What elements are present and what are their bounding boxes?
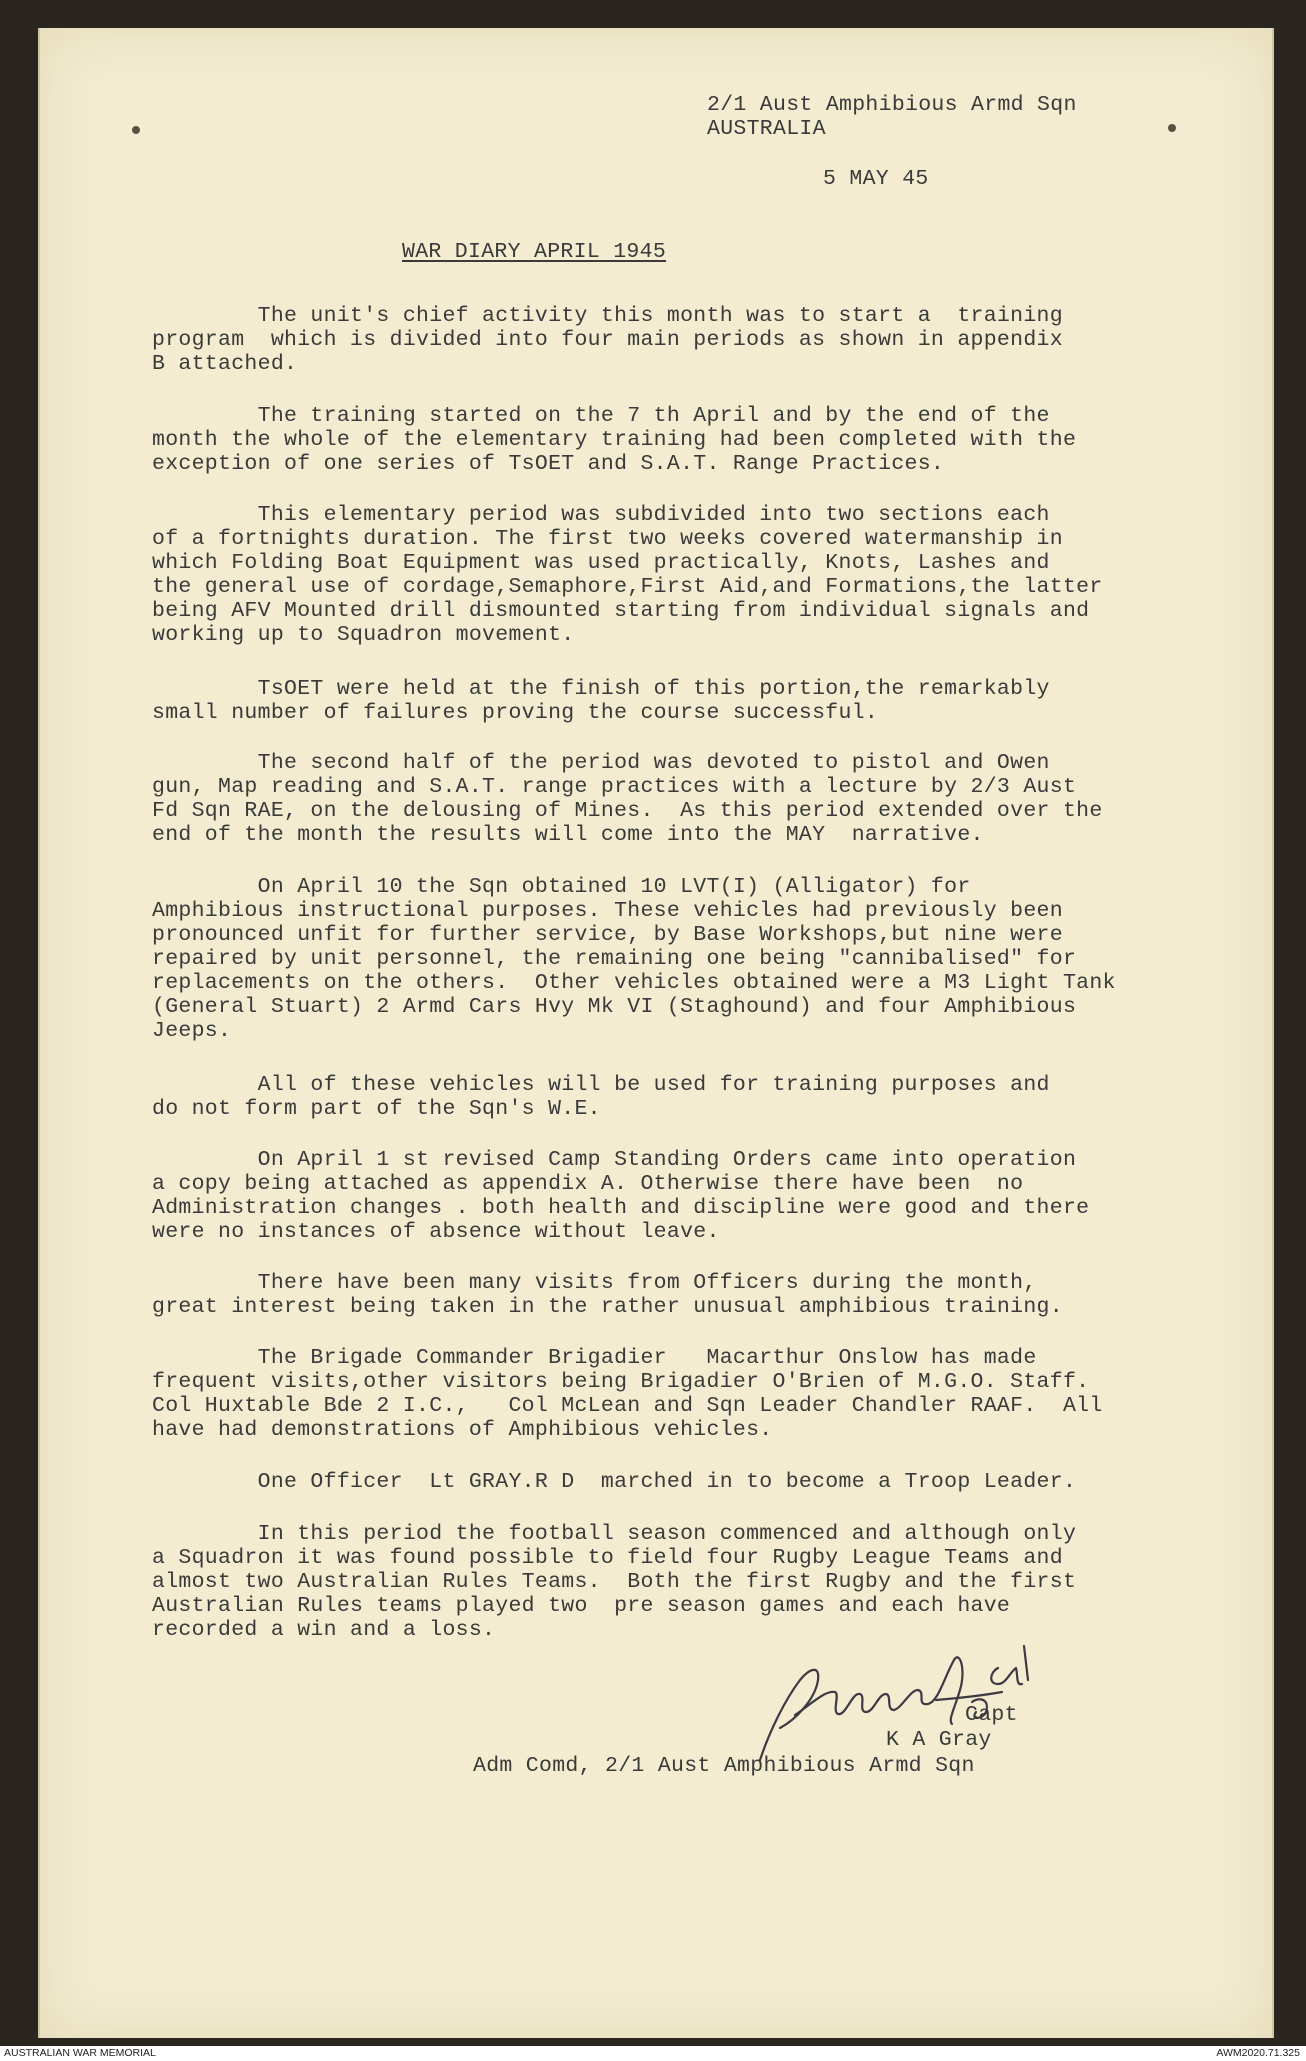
paragraph-line: On April 1 st revised Camp Standing Orders came into operation: [152, 1148, 1077, 1172]
paragraph-line: of a fortnights duration. The first two weeks covered watermanship in: [152, 527, 1063, 551]
paragraph-line: small number of failures proving the course successful.: [152, 701, 879, 725]
paragraph-line: the general use of cordage,Semaphore,First Aid,and Formations,the latter: [152, 575, 1103, 599]
header-date: 5 MAY 45: [823, 167, 929, 191]
paragraph-line: pronounced unfit for further service, by Base Workshops,but nine were: [152, 923, 1063, 947]
paragraph-line: Administration changes . both health and discipline were good and there: [152, 1196, 1090, 1220]
paragraph-line: were no instances of absence without leave.: [152, 1220, 720, 1244]
paragraph-line: month the whole of the elementary training had been completed with the: [152, 428, 1077, 452]
paragraph-line: The training started on the 7 th April and by the end of the: [152, 404, 1050, 428]
footer-institution: AUSTRALIAN WAR MEMORIAL: [4, 2047, 156, 2059]
paragraph-line: a Squadron it was found possible to field four Rugby League Teams and: [152, 1546, 1063, 1570]
paragraph-line: (General Stuart) 2 Armd Cars Hvy Mk VI (Staghound) and four Amphibious: [152, 995, 1077, 1019]
paragraph-line: Fd Sqn RAE, on the delousing of Mines. As this period extended over the: [152, 799, 1103, 823]
paragraph-line: The unit's chief activity this month was to start a training: [152, 304, 1063, 328]
paragraph-line: exception of one series of TsOET and S.A.T. Range Practices.: [152, 452, 945, 476]
paragraph-line: being AFV Mounted drill dismounted starting from individual signals and: [152, 599, 1090, 623]
paragraph-line: gun, Map reading and S.A.T. range practices with a lecture by 2/3 Aust: [152, 775, 1077, 799]
paragraph-line: Australian Rules teams played two pre season games and each have: [152, 1594, 1011, 1618]
paragraph-line: B attached.: [152, 352, 298, 376]
paragraph-line: frequent visits,other visitors being Brigadier O'Brien of M.G.O. Staff.: [152, 1370, 1090, 1394]
paragraph-line: great interest being taken in the rather unusual amphibious training.: [152, 1295, 1063, 1319]
paragraph-line: TsOET were held at the finish of this portion,the remarkably: [152, 677, 1050, 701]
paragraph-line: In this period the football season commenced and although only: [152, 1522, 1077, 1546]
paragraph-line: The second half of the period was devoted to pistol and Owen: [152, 751, 1050, 775]
paragraph-line: have had demonstrations of Amphibious vehicles.: [152, 1418, 773, 1442]
header-country: AUSTRALIA: [707, 117, 826, 141]
paragraph-line: almost two Australian Rules Teams. Both the first Rugby and the first: [152, 1570, 1077, 1594]
paragraph-line: The Brigade Commander Brigadier Macarthur Onslow has made: [152, 1346, 1037, 1370]
paragraph-line: replacements on the others. Other vehicles obtained were a M3 Light Tank: [152, 971, 1116, 995]
paragraph-line: a copy being attached as appendix A. Otherwise there have been no: [152, 1172, 1024, 1196]
paragraph-line: One Officer Lt GRAY.R D marched in to become a Troop Leader.: [152, 1470, 1077, 1494]
signature-appointment: Adm Comd, 2/1 Aust Amphibious Armd Sqn: [473, 1754, 975, 1778]
paragraph-line: All of these vehicles will be used for training purposes and: [152, 1073, 1050, 1097]
signature-rank: Capt: [965, 1703, 1018, 1727]
document-title: WAR DIARY APRIL 1945: [402, 240, 667, 264]
paragraph-line: Amphibious instructional purposes. These vehicles had previously been: [152, 899, 1063, 923]
paragraph-line: end of the month the results will come into the MAY narrative.: [152, 823, 984, 847]
paragraph-line: This elementary period was subdivided into two sections each: [152, 503, 1050, 527]
paragraph-line: which Folding Boat Equipment was used practically, Knots, Lashes and: [152, 551, 1050, 575]
paragraph-line: working up to Squadron movement.: [152, 623, 575, 647]
paragraph-line: On April 10 the Sqn obtained 10 LVT(I) (Alligator) for: [152, 875, 971, 899]
footer-catalogue-number: AWM2020.71.325: [1216, 2047, 1300, 2059]
archive-footer: [0, 2046, 1306, 2061]
paragraph-line: do not form part of the Sqn's W.E.: [152, 1097, 601, 1121]
paragraph-line: program which is divided into four main periods as shown in appendix: [152, 328, 1063, 352]
punch-hole-mark: [1168, 124, 1176, 132]
header-unit: 2/1 Aust Amphibious Armd Sqn: [707, 93, 1077, 117]
punch-hole-mark: [132, 126, 140, 134]
paragraph-line: Jeeps.: [152, 1019, 232, 1043]
paragraph-line: repaired by unit personnel, the remaining one being "cannibalised" for: [152, 947, 1077, 971]
paragraph-line: recorded a win and a loss.: [152, 1618, 496, 1642]
paragraph-line: There have been many visits from Officers during the month,: [152, 1271, 1037, 1295]
paragraph-line: Col Huxtable Bde 2 I.C., Col McLean and Sqn Leader Chandler RAAF. All: [152, 1394, 1103, 1418]
signature-name: K A Gray: [886, 1728, 992, 1752]
